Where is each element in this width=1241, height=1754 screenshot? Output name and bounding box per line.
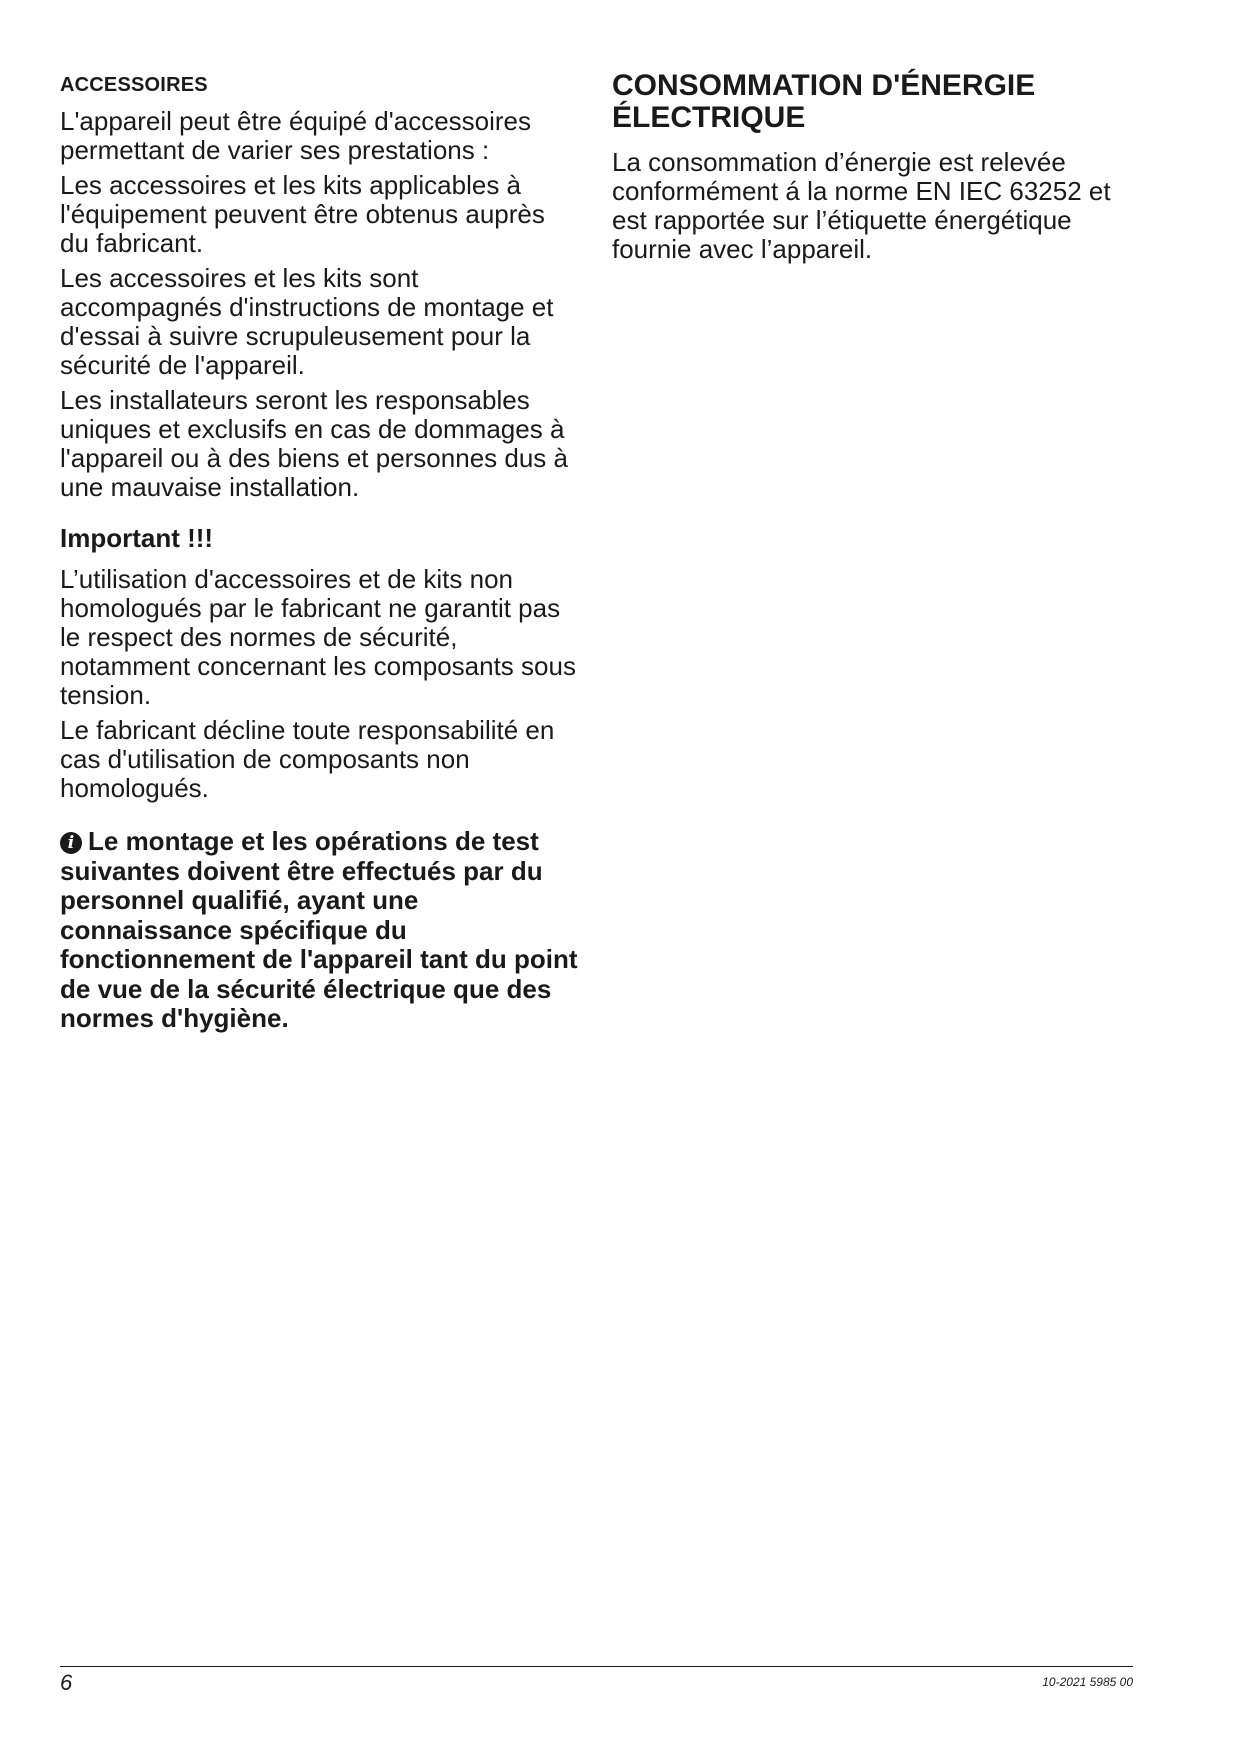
paragraph: L’utilisation d'accessoires et de kits non homologués par le fabricant ne garantit pas le respect des normes de sécurité, notamment concernant les composants sous tension. xyxy=(60,564,576,710)
info-icon: i xyxy=(60,832,82,854)
section-label-accessoires: ACCESSOIRES xyxy=(60,74,208,96)
safety-note-text: Le montage et les opérations de test suivantes doivent être effectués par du personnel qualifié, ayant une connaissance spécifique du fonctionnement de l'appareil tant du point de vue de la sécurité électrique que des normes d'hygiène. xyxy=(60,826,578,1033)
paragraph: Les accessoires et les kits applicables à l'équipement peuvent être obtenus auprès du fabricant. xyxy=(60,170,545,258)
paragraph: Les installateurs seront les responsables uniques et exclusifs en cas de dommages à l'appareil ou à des biens et personnes dus à une mauvaise installation. xyxy=(60,385,568,502)
paragraph: Les accessoires et les kits sont accompagnés d'instructions de montage et d'essai à suivre scrupuleusement pour la sécurité de l'appareil. xyxy=(60,263,554,380)
paragraph: La consommation d’énergie est relevée conformément á la norme EN IEC 63252 et est rapportée sur l’étiquette énergétique fournie avec l’appareil. xyxy=(612,147,1111,264)
footer-divider xyxy=(60,1666,1133,1667)
left-column xyxy=(60,70,580,1034)
right-column xyxy=(612,70,1152,270)
document-reference: 10-2021 5985 00 xyxy=(1042,1675,1133,1689)
paragraph: L'appareil peut être équipé d'accessoires permettant de varier ses prestations : xyxy=(60,106,532,165)
paragraph: Le fabricant décline toute responsabilité en cas d'utilisation de composants non homologués. xyxy=(60,715,555,803)
important-heading: Important !!! xyxy=(60,523,214,553)
safety-note xyxy=(60,827,580,1034)
section-title-energy xyxy=(612,70,1152,134)
page-number: 6 xyxy=(60,1670,73,1695)
title-line-2: ÉLECTRIQUE xyxy=(612,101,806,134)
title-line-1: CONSOMMATION D'ÉNERGIE xyxy=(612,69,1036,102)
